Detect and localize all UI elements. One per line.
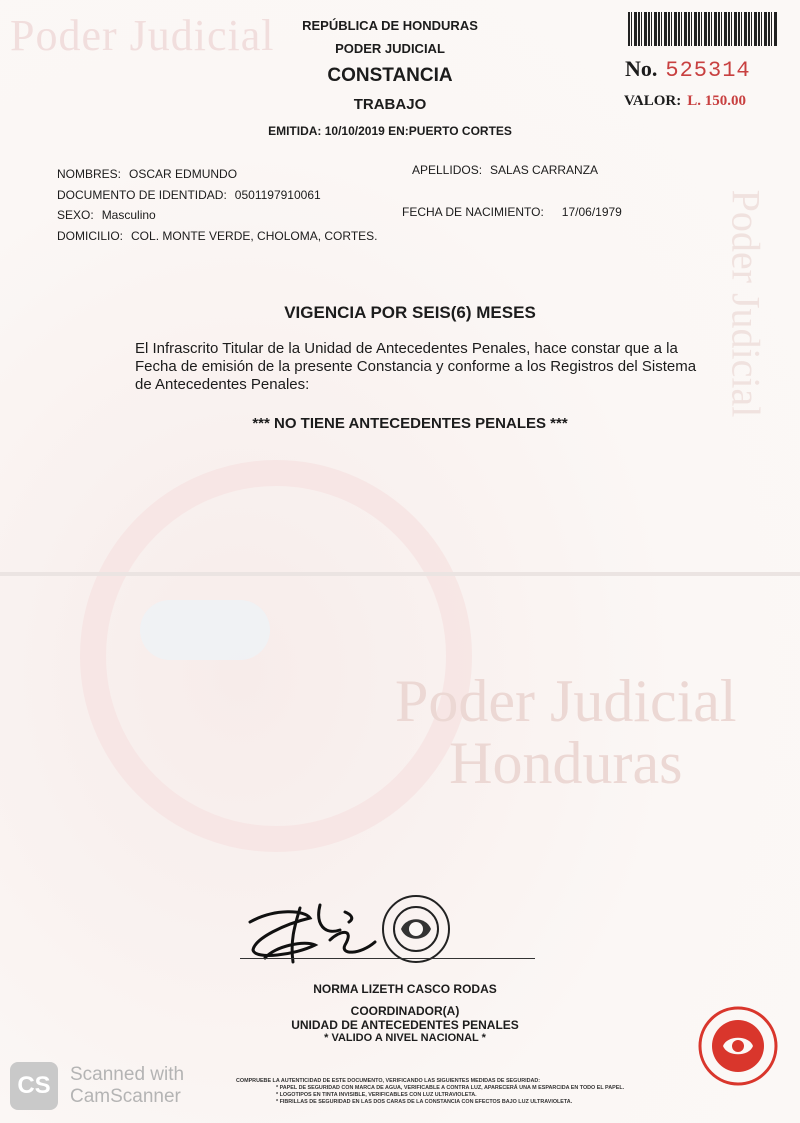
institution-heading: PODER JUDICIAL — [335, 41, 445, 56]
domicilio-value: COL. MONTE VERDE, CHOLOMA, CORTES. — [131, 229, 378, 243]
apellidos-label: APELLIDOS: — [412, 163, 483, 177]
republic-heading: REPÚBLICA DE HONDURAS — [302, 18, 478, 33]
barcode — [628, 12, 778, 46]
scanner-line2: CamScanner — [70, 1086, 181, 1107]
documento-value: 0501197910061 — [234, 188, 321, 202]
watermark-line1: Poder Judicial — [395, 668, 737, 734]
record-result: *** NO TIENE ANTECEDENTES PENALES *** — [252, 415, 568, 432]
nombres-label: NOMBRES: — [57, 167, 122, 181]
serial-number — [625, 56, 751, 83]
sexo-label: SEXO: — [57, 208, 94, 222]
watermark-center — [395, 670, 737, 794]
serial-value: 525314 — [665, 58, 751, 83]
field-nombres — [57, 167, 237, 181]
apellidos-value: SALAS CARRANZA — [490, 163, 599, 177]
serial-label: No. — [625, 56, 658, 81]
nacimiento-value: 17/06/1979 — [561, 205, 622, 219]
signature-line — [240, 958, 535, 959]
security-note-4: * FIBRILLAS DE SEGURIDAD EN LAS DOS CARAS DE LA CONSTANCIA CON EFECTOS BAJO LUZ ULTRAVIOLETA. — [276, 1099, 573, 1105]
sexo-value: Masculino — [101, 208, 156, 222]
validity-title: VIGENCIA POR SEIS(6) MESES — [284, 303, 536, 322]
documento-label: DOCUMENTO DE IDENTIDAD: — [57, 188, 227, 202]
fold-line — [0, 572, 800, 576]
security-note-1: COMPRUEBE LA AUTENTICIDAD DE ESTE DOCUMENTO, VERIFICANDO LAS SIGUIENTES MEDIDAS DE SEGURIDAD: — [236, 1078, 541, 1084]
official-seal — [381, 894, 451, 964]
document-type: CONSTANCIA — [327, 65, 453, 86]
field-documento — [57, 188, 321, 202]
camscanner-logo-icon: CS — [10, 1062, 58, 1110]
scanner-text — [70, 1064, 184, 1108]
security-notes — [236, 1078, 756, 1106]
field-apellidos — [412, 163, 598, 177]
signer-role: COORDINADOR(A) — [350, 1004, 460, 1018]
supreme-court-seal — [697, 1005, 779, 1087]
domicilio-label: DOMICILIO: — [57, 229, 124, 243]
watermark-flag — [140, 600, 270, 660]
security-note-2: * PAPEL DE SEGURIDAD CON MARCA DE AGUA, VERIFICABLE A CONTRA LUZ, APARECERÁ UNA M ESPARCIDA EN TODO EL PAPEL. — [276, 1085, 625, 1091]
field-domicilio — [57, 229, 378, 243]
certification-paragraph: El Infrascrito Titular de la Unidad de Antecedentes Penales, hace constar que a la Fecha de emisión de la presente Constancia y conforme a los Registros del Sistema de Antecedentes Penales: — [135, 340, 697, 393]
nombres-value: OSCAR EDMUNDO — [129, 167, 238, 181]
field-nacimiento — [402, 205, 622, 219]
document-purpose: TRABAJO — [353, 96, 427, 113]
validity-note: * VALIDO A NIVEL NACIONAL * — [324, 1032, 486, 1044]
scanner-watermark — [10, 1062, 184, 1110]
signer-name: NORMA LIZETH CASCO RODAS — [313, 982, 497, 996]
field-sexo — [57, 208, 156, 222]
nacimiento-label: FECHA DE NACIMIENTO: — [402, 205, 544, 219]
fee — [624, 93, 746, 110]
fee-label: VALOR: — [624, 93, 682, 109]
issue-info: EMITIDA: 10/10/2019 EN:PUERTO CORTES — [268, 124, 512, 138]
watermark-side: Poder Judicial — [723, 189, 769, 418]
fee-value: L. 150.00 — [687, 93, 746, 109]
scanner-line1: Scanned with — [70, 1064, 185, 1085]
watermark-line2: Honduras — [449, 730, 683, 796]
signer-unit: UNIDAD DE ANTECEDENTES PENALES — [291, 1018, 519, 1032]
security-note-3: * LOGOTIPOS EN TINTA INVISIBLE, VERIFICABLES CON LUZ ULTRAVIOLETA. — [276, 1092, 477, 1098]
watermark-top: Poder Judicial — [10, 11, 275, 60]
